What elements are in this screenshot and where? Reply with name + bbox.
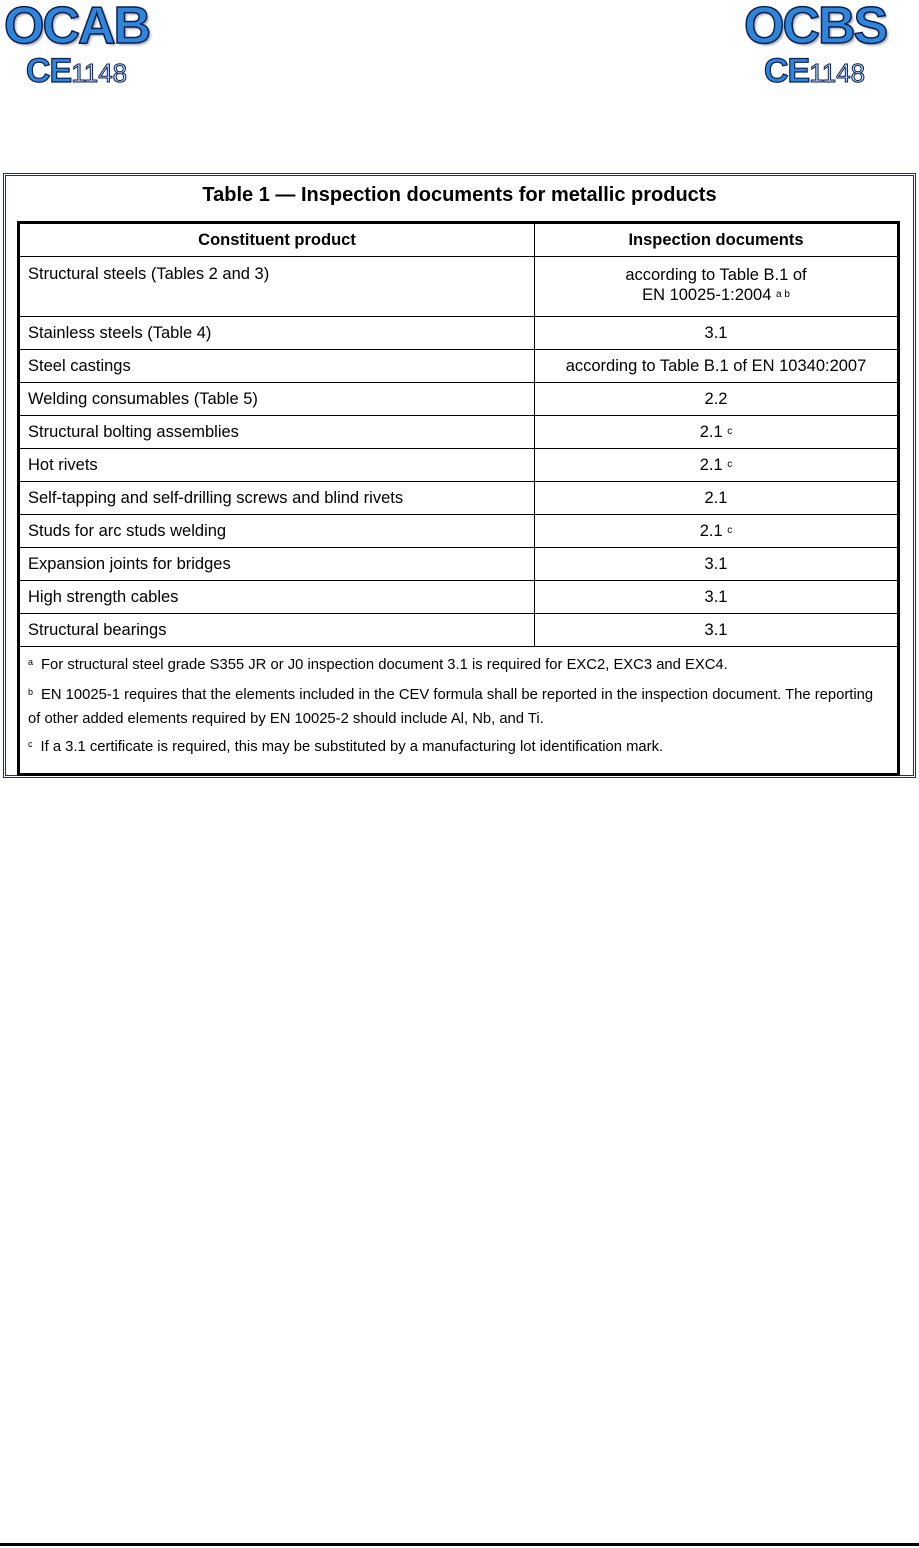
footnote-ref: c <box>727 425 733 437</box>
inspection-table <box>17 221 900 776</box>
table-row <box>20 416 897 449</box>
product-cell: Structural steels (Tables 2 and 3) <box>20 257 535 317</box>
product-cell: Expansion joints for bridges <box>20 548 535 581</box>
document-cell <box>535 416 898 449</box>
document-value: 2.1 <box>699 422 723 441</box>
document-value: 2.1 <box>704 488 728 507</box>
document-cell <box>535 614 898 647</box>
product-cell: Structural bolting assemblies <box>20 416 535 449</box>
footnote-mark: a <box>28 657 34 667</box>
table-row <box>20 257 897 317</box>
table-row <box>20 350 897 383</box>
document-value: 2.1 <box>699 521 723 540</box>
logo-right-number: 1148 <box>809 58 866 88</box>
document-value: 3.1 <box>704 587 728 606</box>
document-cell <box>535 515 898 548</box>
table-row <box>20 515 897 548</box>
footnote-a <box>28 655 889 676</box>
document-line-1: according to Table B.1 of <box>625 266 807 284</box>
document-value: 3.1 <box>704 554 728 573</box>
footnote-ref: c <box>727 458 733 470</box>
product-cell: Welding consumables (Table 5) <box>20 383 535 416</box>
ocbs-logo <box>744 0 914 90</box>
product-cell: Hot rivets <box>20 449 535 482</box>
document-value: according to Table B.1 of EN 10340:2007 <box>565 356 867 375</box>
table-row <box>20 482 897 515</box>
product-cell: Self-tapping and self-drilling screws and blind rivets <box>20 482 535 515</box>
column-header-documents: Inspection documents <box>535 224 898 257</box>
table-row <box>20 317 897 350</box>
document-value: 2.2 <box>704 389 728 408</box>
footnote-text: EN 10025-1 requires that the elements included in the CEV formula shall be reported in the inspection document. The reporting of other added elements required by EN 10025-2 should include Al, Nb, and Ti. <box>28 687 874 727</box>
table-row <box>20 581 897 614</box>
footnote-c <box>28 737 889 758</box>
logo-right-ce-mark <box>744 52 914 91</box>
table-row <box>20 548 897 581</box>
product-cell: Structural bearings <box>20 614 535 647</box>
footnote-ref: c <box>727 524 733 536</box>
table-footnotes <box>20 647 897 758</box>
footnote-mark: c <box>28 739 33 749</box>
product-cell: High strength cables <box>20 581 535 614</box>
page-bottom-rule <box>0 1543 919 1546</box>
table-row <box>20 449 897 482</box>
table-row <box>20 614 897 647</box>
document-value: 2.1 <box>699 455 723 474</box>
document-cell <box>535 548 898 581</box>
document-value: 3.1 <box>704 620 728 639</box>
ce-mark-icon: CE <box>26 52 72 90</box>
table-frame <box>3 173 916 778</box>
footnote-ref: a b <box>776 289 790 300</box>
document-cell <box>535 581 898 614</box>
product-cell: Studs for arc studs welding <box>20 515 535 548</box>
document-value: 3.1 <box>704 323 728 342</box>
column-header-product: Constituent product <box>20 224 535 257</box>
logo-left-word: OCAB <box>4 0 150 55</box>
product-cell: Stainless steels (Table 4) <box>20 317 535 350</box>
logo-left-ce-mark <box>4 52 174 91</box>
logo-left-number: 1148 <box>71 58 128 88</box>
footnote-text: For structural steel grade S355 JR or J0 inspection document 3.1 is required for EXC2, EXC3 and EXC4. <box>41 657 728 673</box>
table-title: Table 1 — Inspection documents for metallic products <box>202 184 717 206</box>
product-cell: Steel castings <box>20 350 535 383</box>
footnote-b <box>28 684 889 731</box>
ocab-logo <box>4 0 174 90</box>
document-cell <box>535 383 898 416</box>
document-line-2: EN 10025-1:2004 <box>642 286 772 304</box>
ce-mark-icon: CE <box>764 52 810 90</box>
footnote-text: If a 3.1 certificate is required, this may be substituted by a manufacturing lot identification mark. <box>40 739 664 755</box>
document-cell <box>535 257 898 317</box>
document-cell <box>535 317 898 350</box>
footnote-mark: b <box>28 687 34 697</box>
document-cell <box>535 350 898 383</box>
logo-right-word: OCBS <box>744 0 887 55</box>
document-cell <box>535 482 898 515</box>
document-cell <box>535 449 898 482</box>
table-row <box>20 383 897 416</box>
